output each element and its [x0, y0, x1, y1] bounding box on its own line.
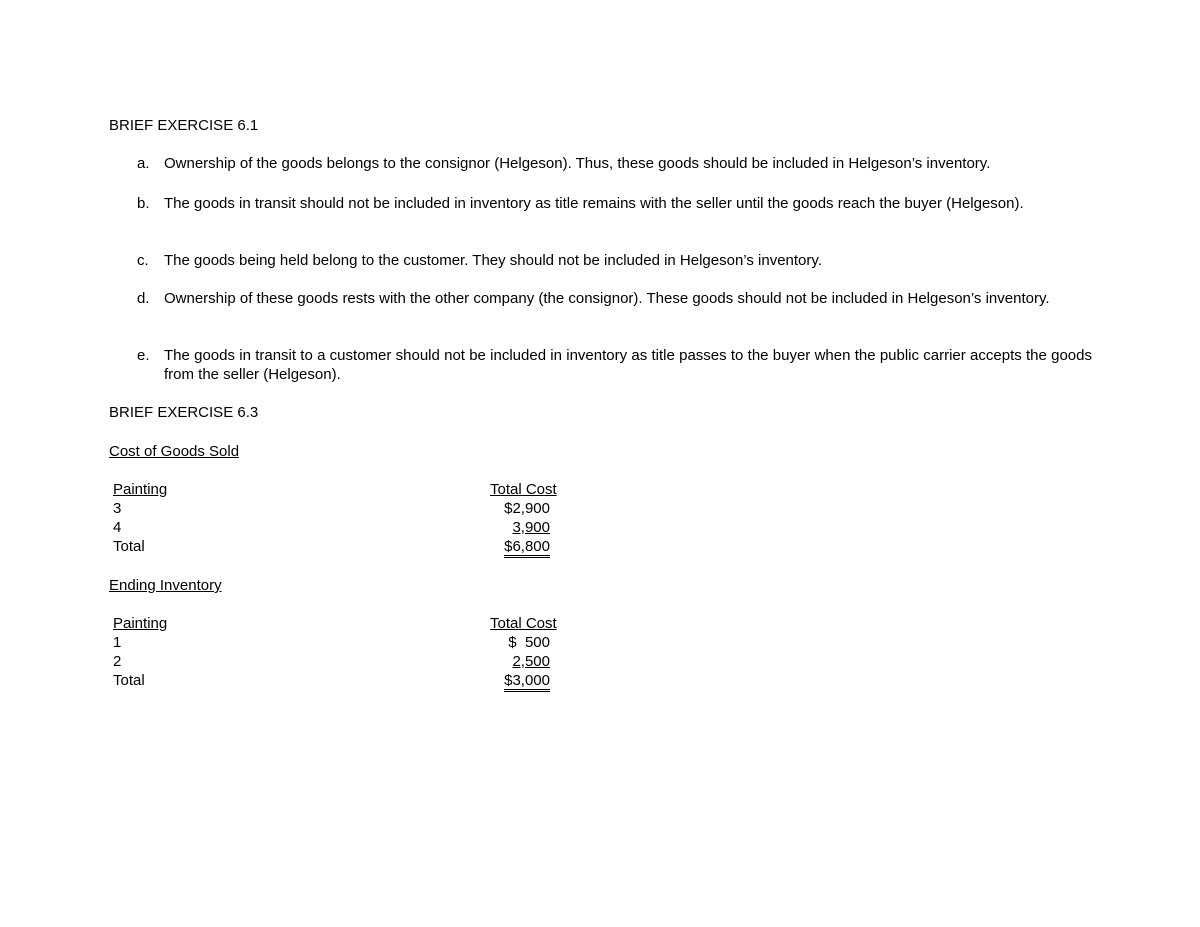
painting-number: 4 — [113, 519, 122, 536]
painting-number: 3 — [113, 500, 122, 517]
item-letter: b. — [137, 195, 150, 212]
exercise-6-3-title: BRIEF EXERCISE 6.3 — [109, 404, 259, 421]
table-row — [113, 499, 573, 518]
item-letter: a. — [137, 155, 150, 172]
item-text: The goods being held belong to the customer. They should not be included in Helgeson’s inventory. — [164, 252, 822, 269]
table-row — [113, 633, 573, 652]
item-text: The goods in transit to a customer should not be included in inventory as title passes to the buyer when the public carrier accepts the goods from the seller (Helgeson). — [164, 347, 1092, 383]
list-item-a — [137, 154, 1092, 173]
cost-amount: $ 500 — [508, 634, 550, 651]
cogs-heading: Cost of Goods Sold — [109, 443, 240, 460]
col-header-total-cost: Total Cost — [490, 481, 557, 498]
item-letter: d. — [137, 290, 150, 307]
list-item-b — [137, 194, 1092, 213]
cost-amount: 3,900 — [512, 519, 550, 536]
col-header-total-cost: Total Cost — [490, 615, 557, 632]
total-amount: $3,000 — [498, 671, 550, 690]
item-letter: e. — [137, 347, 150, 364]
col-header-painting: Painting — [113, 481, 168, 498]
ending-table-header — [113, 614, 573, 633]
item-text: Ownership of the goods belongs to the consignor (Helgeson). Thus, these goods should be included in Helgeson’s inventory. — [164, 155, 991, 172]
cogs-table-header — [113, 480, 573, 499]
table-row — [113, 518, 573, 537]
total-amount: $6,800 — [498, 537, 550, 556]
total-label: Total — [113, 672, 145, 689]
list-item-e — [137, 346, 1092, 384]
item-letter: c. — [137, 252, 149, 269]
cost-amount: 2,500 — [512, 653, 550, 670]
col-header-painting: Painting — [113, 615, 168, 632]
exercise-6-1-title: BRIEF EXERCISE 6.1 — [109, 117, 259, 134]
list-item-d — [137, 289, 1092, 308]
painting-number: 1 — [113, 634, 122, 651]
table-total-row — [113, 671, 573, 690]
item-text: Ownership of these goods rests with the other company (the consignor). These goods should not be included in Helgeson’s inventory. — [164, 290, 1050, 307]
table-row — [113, 652, 573, 671]
item-text: The goods in transit should not be included in inventory as title remains with the seller until the goods reach the buyer (Helgeson). — [164, 195, 1024, 212]
cost-amount: $2,900 — [504, 500, 550, 517]
list-item-c — [137, 251, 1092, 270]
painting-number: 2 — [113, 653, 122, 670]
total-label: Total — [113, 538, 145, 555]
ending-inventory-heading: Ending Inventory — [109, 577, 222, 594]
table-total-row — [113, 537, 573, 556]
